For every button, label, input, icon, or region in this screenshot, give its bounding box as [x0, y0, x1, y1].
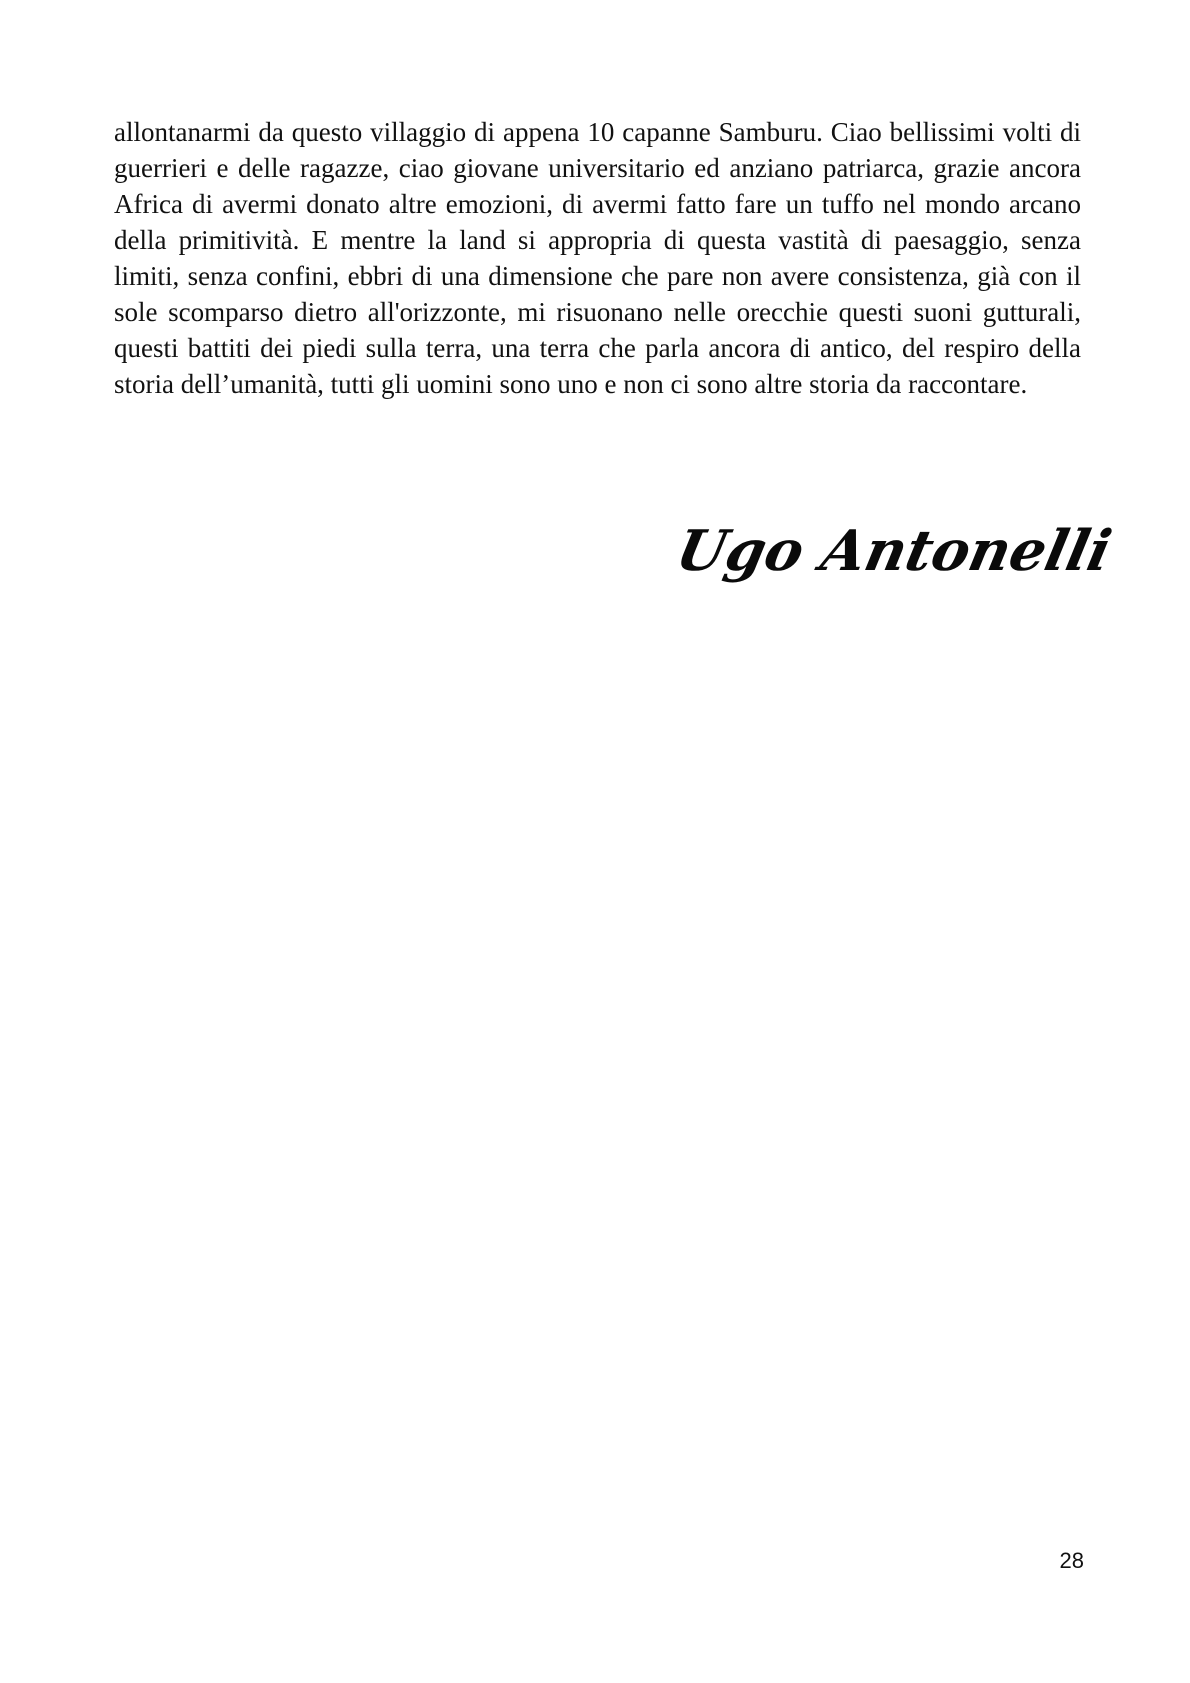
- page-number: 28: [1059, 1548, 1084, 1573]
- signature-text: Ugo Antonelli: [670, 518, 1117, 584]
- body-paragraph: allontanarmi da questo villaggio di appena 10 capanne Samburu. Ciao bellissimi volti di guerrieri e delle ragazze, ciao giovane universitario ed anziano patriarca, grazie ancora Africa di avermi donato altre emozioni, di avermi fatto fare un tuffo nel mondo arcano della primitività. E mentre la land si appropria di questa vastità di paesaggio, senza limiti, senza confini, ebbri di una dimensione che pare non avere consistenza, già con il sole scomparso dietro all'orizzonte, mi risuonano nelle orecchie questi suoni gutturali, questi battiti dei piedi sulla terra, una terra che parla ancora di antico, del respiro della storia dell’umanità, tutti gli uomini sono uno e non ci sono altre storia da raccontare.: [114, 117, 1081, 399]
- signature-drawing: [670, 512, 1117, 592]
- author-signature: [670, 512, 1117, 592]
